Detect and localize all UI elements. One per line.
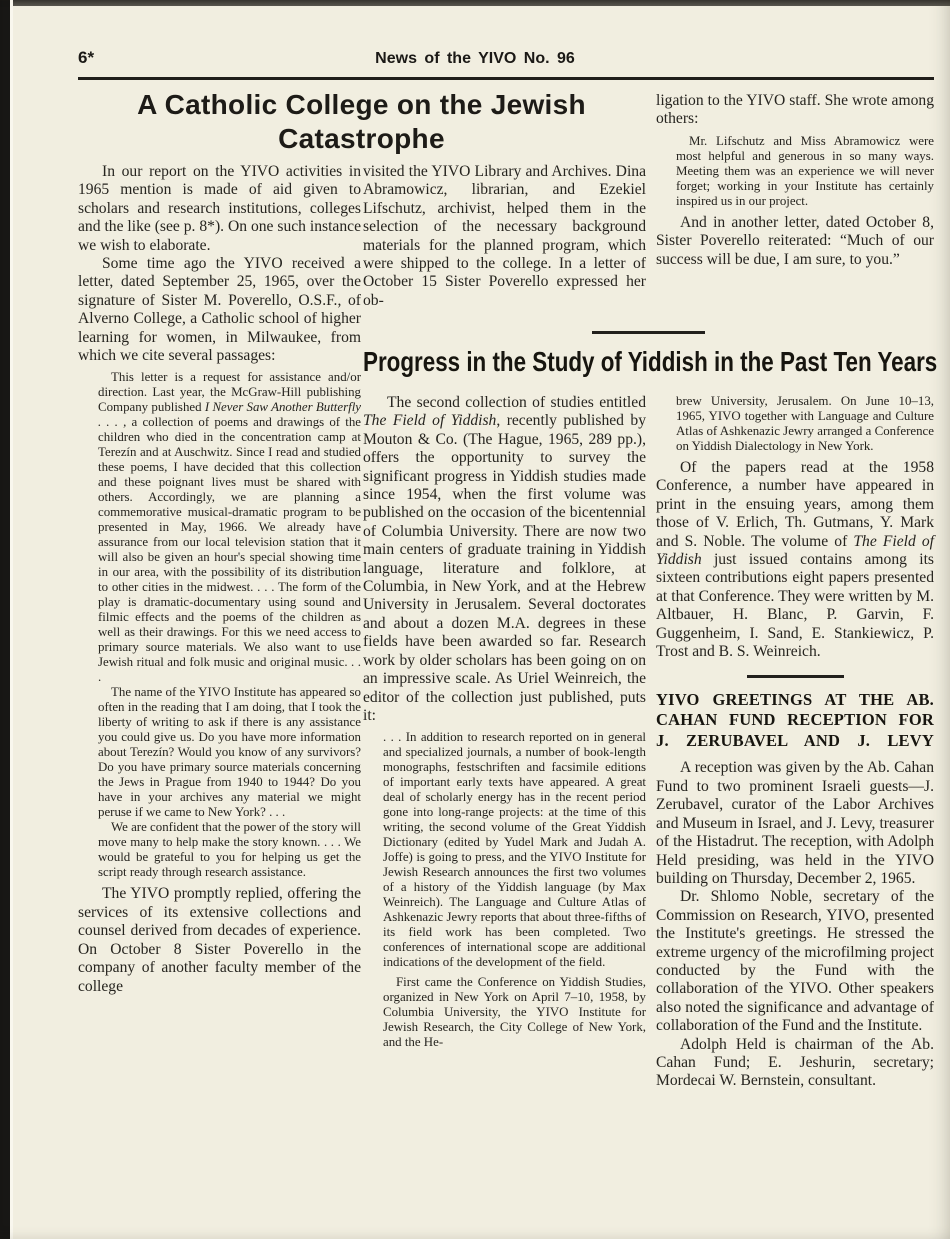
paragraph: This letter is a request for assistance and/or direction. Last year, the McGraw-Hill publishing Company published I Never Saw Another Butterfly . . . , a collection of poems and drawings of the children who died in the concentration camp at Terezín and at Auschwitz. Since I read and studied these poems, I have decided that this collection and these poignant lives must be shared with others. Accordingly, we are planning a commemorative musical-dramatic program to be presented in May, 1966. We already have assurance from our local television station that it will also be given an hour's special showing time in our area, with the possibility of its distribution to other cities in the midwest. . . . The form of the play is dramatic-documentary using sound and filmic effects and the poems of the children as well as their drawings. For this we need access to primary source materials. We also want to use Jewish ritual and folk music and original music. . . . — [98, 370, 362, 685]
article2-column-left — [363, 394, 646, 1050]
paragraph: We are confident that the power of the story will move many to help make the story known. . . . We would be grateful to you for helping us get the script ready through research assistance. — [98, 820, 361, 880]
paragraph: Mr. Lifschutz and Miss Abramowicz were most helpful and generous in so many ways. Meeting them was an experience we will never forget; working in your Institute has certainly inspired us in our project. — [676, 133, 934, 208]
section-divider — [592, 331, 705, 334]
paragraph: In our report on the YIVO activities in 1965 mention is made of aid given to scholars and research institutions, colleges and the like (see p. 8*). On one such instance we wish to elaborate. — [78, 163, 361, 254]
article2-headline: Progress in the Study of Yiddish in the Past Ten Years — [363, 346, 938, 377]
paragraph: Of the papers read at the 1958 Conference, a number have appeared in print in the ensuing years, among them those of V. Erlich, Th. Gutmans, Y. Mark and S. Noble. The volume of The Field of Yiddish just issued contains among its sixteen contributions eight papers presented at that Conference. They were written by M. Altbauer, H. Blanc, P. Garvin, F. Guggenheim, I. Sand, E. Stankiewicz, P. Trost and B. S. Weinreich. — [656, 459, 934, 661]
article3-heading — [656, 690, 934, 752]
paragraph: Dr. Shlomo Noble, secretary of the Commission on Research, YIVO, presented the Institute's greetings. He stressed the extreme urgency of the microfilming project conducted by the Fund with the collaboration of the YIVO. Other speakers also noted the significance and advantage of collaboration of the Fund and the Institute. — [656, 888, 934, 1035]
scan-left-edge — [0, 0, 10, 1239]
page-number: 6* — [78, 48, 95, 67]
article2-column-right — [656, 394, 934, 661]
heading-line: YIVO GREETINGS AT THE AB. — [656, 689, 934, 709]
paragraph: brew University, Jerusalem. On June 10–13, 1965, YIVO together with Language and Culture Atlas of Ashkenazic Jewry arranged a Conference on Yiddish Dialectology in New York. — [676, 394, 934, 453]
paragraph: visited the YIVO Library and Archives. Dina Abramowicz, librarian, and Ezekiel Lifschutz, archivist, helped them in the selection of the necessary background materials for the planned program, which were shipped to the college. In a letter of October 15 Sister Poverello expressed her ob- — [363, 163, 646, 309]
article-divider — [747, 675, 844, 678]
paragraph: Some time ago the YIVO received a letter, dated September 25, 1965, over the signature of Sister M. Poverello, O.S.F., of Alverno College, a Catholic school of higher learning for women, in Milwaukee, from which we cite several passages: — [78, 255, 361, 365]
paragraph: The name of the YIVO Institute has appeared so often in the reading that I am doing, that I took the liberty of writing to ask if there is any assistance you could give us. Do you have more information about Terezín? Would you know of any survivors? Do you have primary source materials concerning the Jews in Prague from 1940 to 1944? Do you have in your archives any material we might peruse if we came to New York? . . . — [98, 685, 361, 820]
paragraph: ligation to the YIVO staff. She wrote among others: — [656, 92, 934, 128]
article1-title — [78, 88, 645, 156]
scan-page-edge-highlight — [10, 0, 13, 1239]
paragraph: Adolph Held is chairman of the Ab. Cahan Fund; E. Jeshurin, secretary; Mordecai W. Bernstein, consultant. — [656, 1035, 934, 1090]
article1-title-line2: Catastrophe — [278, 123, 445, 154]
article2-headline-wrap — [363, 344, 948, 386]
header-rule — [78, 77, 934, 80]
article1-column-2 — [363, 163, 646, 310]
heading-line: CAHAN FUND RECEPTION FOR — [656, 710, 934, 730]
paragraph: . . . In addition to research reported on in general and specialized journals, a number of book-length monographs, festschriften and facsimile editions of important early texts have appeared. A great deal of scholarly energy has in the recent period gone into long-range projects: at the time of this writing, the second volume of the Great Yiddish Dictionary (edited by Yudel Mark and Judah A. Joffe) is going to press, and the YIVO Institute for Jewish Research announces the first two volumes of a history of the Yiddish language (by Max Weinreich). The Language and Culture Atlas of Ashkenazic Jewry reports that about three-fifths of its field work has been completed. Two conferences of international scope are additional indications of the development of the field. — [383, 730, 646, 970]
paragraph: A reception was given by the Ab. Cahan Fund to two prominent Israeli guests—J. Zerubavel, curator of the Labor Archives and Museum in Israel, and J. Levy, treasurer of the Histadrut. The reception, with Adolph Held presiding, was held in the YIVO building on Thursday, December 2, 1965. — [656, 759, 934, 887]
article1-column-1 — [78, 163, 361, 996]
paragraph: First came the Conference on Yiddish Studies, organized in New York on April 7–10, 1958, by Columbia University, the YIVO Institute for Jewish Research, the City College of New York, and the He- — [383, 975, 646, 1050]
article1-column-3 — [656, 92, 934, 269]
paragraph: The YIVO promptly replied, offering the services of its extensive collections and counsel derived from decades of experience. On October 8 Sister Poverello in the company of another faculty member of the college — [78, 885, 361, 995]
paragraph: And in another letter, dated October 8, Sister Poverello reiterated: “Much of our success will be due, I am sure, to you.” — [656, 213, 934, 268]
masthead-title: News of the YIVO No. 96 — [375, 50, 575, 67]
article1-title-line1: A Catholic College on the Jewish — [137, 89, 586, 120]
heading-line: J. ZERUBAVEL AND J. LEVY — [656, 730, 934, 750]
right-column-lower — [656, 394, 934, 1091]
paragraph: The second collection of studies entitled The Field of Yiddish, recently published by Mouton & Co. (The Hague, 1965, 289 pp.), offers the opportunity to survey the significant progress in Yiddish studies made since 1954, when the first volume was published on the occasion of the bicentennial of Columbia University. There are now two main centers of graduate training in Yiddish language, literature and folklore, at Columbia, in New York, and at the Hebrew University in Jerusalem. Several doctorates and about a dozen M.A. degrees in these fields have been awarded so far. Research work by older scholars has been going on on an impressive scale. As Uriel Weinreich, the editor of the collection just published, puts it: — [363, 394, 646, 724]
article3-body — [656, 759, 934, 1090]
scan-top-edge — [0, 0, 950, 6]
